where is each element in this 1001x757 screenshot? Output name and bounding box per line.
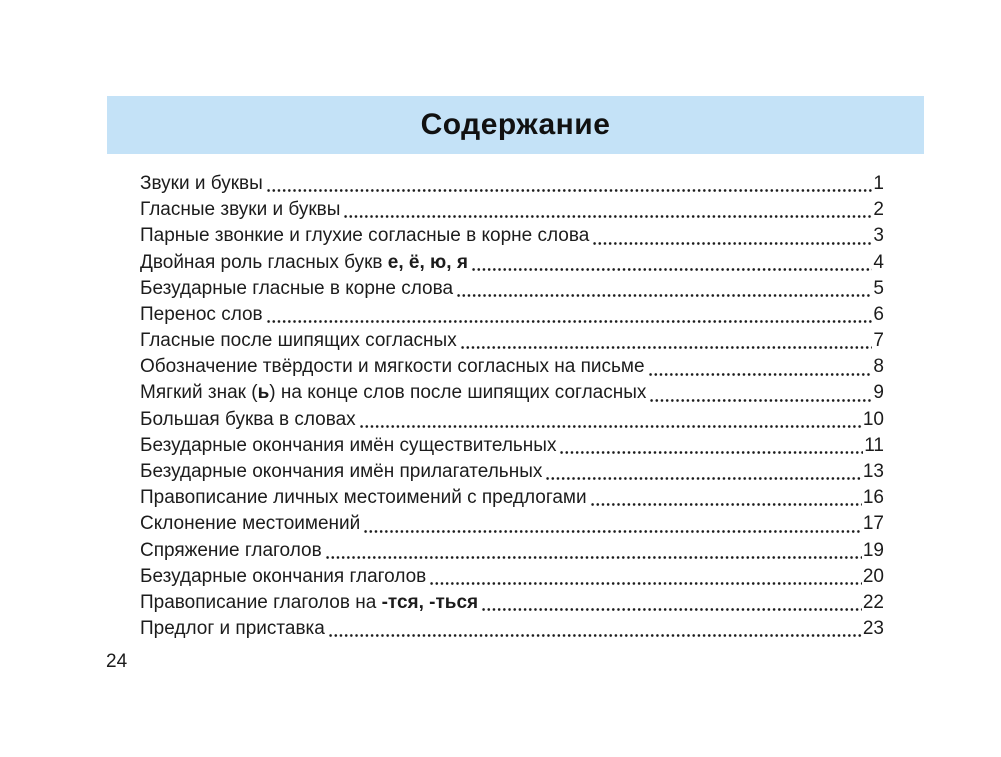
toc-entry: [140, 511, 884, 537]
toc-title-segment: Парные звонкие и глухие согласные в корне слова: [140, 225, 590, 247]
toc-title-segment: Большая буква в словах: [140, 408, 356, 430]
toc-entry-page: 4: [873, 251, 884, 273]
toc-title-segment: Предлог и приставка: [140, 618, 325, 640]
toc-entry-page: 9: [873, 382, 884, 404]
dot-leader: [590, 502, 862, 507]
toc-entry: [140, 197, 884, 223]
dot-leader: [325, 555, 862, 560]
toc-entry: [140, 328, 884, 354]
toc-title-segment: Спряжение глаголов: [140, 539, 322, 561]
toc-entry-title: [140, 511, 360, 537]
dot-leader: [456, 293, 872, 298]
toc-entry-title: [140, 354, 645, 380]
toc-title-segment: Безударные окончания имён прилагательных: [140, 461, 543, 483]
toc-entry: [140, 564, 884, 590]
toc-entry: [140, 590, 884, 616]
dot-leader: [545, 476, 862, 481]
toc-entry-title: [140, 407, 356, 433]
toc-entry-title: [140, 433, 556, 459]
dot-leader: [363, 529, 862, 534]
toc-entry-title: [140, 223, 589, 249]
dot-leader: [481, 607, 862, 612]
dot-leader: [460, 345, 873, 350]
dot-leader: [648, 372, 873, 377]
toc-title-segment: Обозначение твёрдости и мягкости согласных на письме: [140, 356, 645, 378]
dot-leader: [359, 424, 862, 429]
toc-entry-page: 2: [873, 199, 884, 221]
toc-entry-page: 11: [864, 434, 884, 456]
page-title: Содержание: [420, 108, 611, 141]
toc-entry-page: 5: [873, 277, 884, 299]
toc-title-segment: ) на конце слов после шипящих согласных: [269, 382, 647, 404]
toc-entry-page: 3: [873, 225, 884, 247]
toc-title-segment: Звуки и буквы: [140, 172, 263, 194]
toc-entry: [140, 381, 884, 407]
toc-title-bold-segment: -тся, -ться: [381, 591, 479, 613]
toc-entry-title: [140, 485, 587, 511]
toc-entry-page: 22: [862, 591, 884, 613]
toc-entry-page: 1: [873, 172, 884, 194]
dot-leader: [429, 581, 862, 586]
toc-title-segment: Безударные окончания имён существительных: [140, 434, 557, 456]
toc-title-segment: Гласные звуки и буквы: [140, 199, 341, 221]
toc-entry-page: 6: [873, 303, 884, 325]
toc-entry-title: [140, 459, 542, 485]
contents-header: [107, 96, 924, 154]
toc-title-segment: Двойная роль гласных букв: [140, 251, 388, 273]
toc-list: [140, 171, 884, 642]
toc-entry-title: [140, 590, 478, 616]
toc-title-bold-segment: ь: [257, 382, 270, 404]
toc-entry: [140, 538, 884, 564]
toc-title-segment: Перенос слов: [140, 303, 263, 325]
dot-leader: [559, 450, 863, 455]
page-number: 24: [106, 651, 128, 672]
toc-entry-page: 17: [862, 513, 884, 535]
dot-leader: [649, 398, 872, 403]
dot-leader: [266, 319, 873, 324]
toc-entry-page: 20: [862, 565, 884, 587]
toc-entry-page: 10: [862, 408, 884, 430]
toc-entry-title: [140, 538, 322, 564]
toc-entry: [140, 616, 884, 642]
toc-entry: [140, 354, 884, 380]
toc-entry: [140, 276, 884, 302]
toc-title-segment: Правописание глаголов на: [140, 591, 382, 613]
toc-entry: [140, 302, 884, 328]
toc-entry-page: 13: [862, 461, 884, 483]
toc-title-bold-segment: е, ё, ю, я: [387, 251, 468, 273]
toc-entry-page: 7: [873, 330, 884, 352]
toc-entry-title: [140, 197, 340, 223]
toc-entry-title: [140, 171, 263, 197]
toc-title-segment: Гласные после шипящих согласных: [140, 330, 457, 352]
toc-title-segment: Правописание личных местоимений с предлогами: [140, 487, 587, 509]
toc-entry-title: [140, 328, 457, 354]
dot-leader: [343, 214, 872, 219]
toc-entry-page: 19: [862, 539, 884, 561]
dot-leader: [328, 633, 862, 638]
toc-title-segment: Склонение местоимений: [140, 513, 361, 535]
dot-leader: [592, 241, 872, 246]
toc-entry: [140, 171, 884, 197]
toc-entry: [140, 250, 884, 276]
toc-title-segment: Безударные окончания глаголов: [140, 565, 427, 587]
toc-entry-title: [140, 380, 646, 406]
toc-entry-title: [140, 302, 263, 328]
toc-entry: [140, 407, 884, 433]
toc-entry-title: [140, 564, 426, 590]
toc-entry-title: [140, 276, 453, 302]
dot-leader: [266, 188, 873, 193]
toc-entry-title: [140, 616, 325, 642]
toc-entry-page: 23: [862, 618, 884, 640]
toc-entry-title: [140, 250, 468, 276]
toc-title-segment: Безударные гласные в корне слова: [140, 277, 454, 299]
toc-entry-page: 16: [862, 487, 884, 509]
toc-entry: [140, 433, 884, 459]
toc-entry: [140, 223, 884, 249]
toc-entry-page: 8: [873, 356, 884, 378]
toc-entry: [140, 485, 884, 511]
dot-leader: [471, 267, 873, 272]
toc-title-segment: Мягкий знак (: [140, 382, 258, 404]
toc-entry: [140, 459, 884, 485]
